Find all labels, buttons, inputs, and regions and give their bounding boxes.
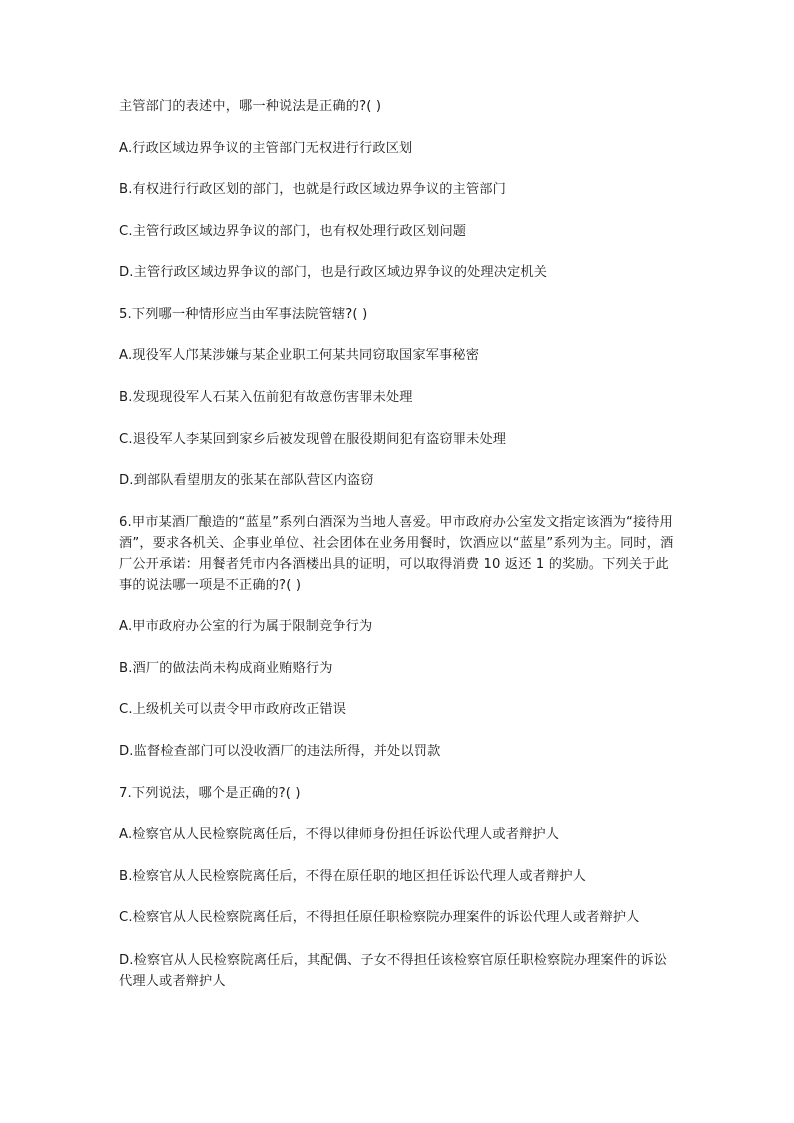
question-6-stem: 6.甲市某酒厂酿造的“蓝星”系列白酒深为当地人喜爱。甲市政府办公室发文指定该酒为“接待用酒”，要求各机关、企事业单位、社会团体在业务用餐时，饮酒应以“蓝星”系列为主。同时，酒厂公开承诺：用餐者凭市内各酒楼出具的证明，可以取得消费 10 返还 1 的奖励。下列关于此事的说法哪一项是不正确的?( ) [119,515,674,593]
question-5-option-c: C.退役军人李某回到家乡后被发现曾在服役期间犯有盗窃罪未处理 [119,432,507,447]
question-4-option-c: C.主管行政区域边界争议的部门，也有权处理行政区划问题 [119,224,467,239]
question-5-option-b: B.发现现役军人石某入伍前犯有故意伤害罪未处理 [119,390,413,405]
question-4-option-d: D.主管行政区域边界争议的部门，也是行政区域边界争议的处理决定机关 [119,265,548,280]
question-6-option-d: D.监督检查部门可以没收酒厂的违法所得，并处以罚款 [119,744,441,759]
question-6-option-c: C.上级机关可以责令甲市政府改正错误 [119,702,347,717]
question-7-stem: 7.下列说法，哪个是正确的?( ) [119,786,301,801]
question-5-stem: 5.下列哪一种情形应当由军事法院管辖?( ) [119,307,368,322]
question-4-option-a: A.行政区域边界争议的主管部门无权进行行政区划 [119,141,413,156]
question-5-option-a: A.现役军人邝某涉嫌与某企业职工何某共同窃取国家军事秘密 [119,348,480,363]
question-4-option-b: B.有权进行行政区划的部门，也就是行政区域边界争议的主管部门 [119,182,506,197]
question-7-option-c: C.检察官从人民检察院离任后，不得担任原任职检察院办理案件的诉讼代理人或者辩护人 [119,910,640,925]
question-6-option-b: B.酒厂的做法尚未构成商业贿赂行为 [119,661,333,676]
question-7-option-d: D.检察官从人民检察院离任后，其配偶、子女不得担任该检察官原任职检察院办理案件的诉讼代理人或者辩护人 [119,953,668,989]
question-5-option-d: D.到部队看望朋友的张某在部队营区内盗窃 [119,473,374,488]
question-7-option-a: A.检察官从人民检察院离任后，不得以律师身份担任诉讼代理人或者辩护人 [119,827,560,842]
question-7-option-b: B.检察官从人民检察院离任后，不得在原任职的地区担任诉讼代理人或者辩护人 [119,869,587,884]
question-4-stem: 主管部门的表述中，哪一种说法是正确的?( ) [119,99,382,114]
question-6-option-a: A.甲市政府办公室的行为属于限制竞争行为 [119,619,373,634]
